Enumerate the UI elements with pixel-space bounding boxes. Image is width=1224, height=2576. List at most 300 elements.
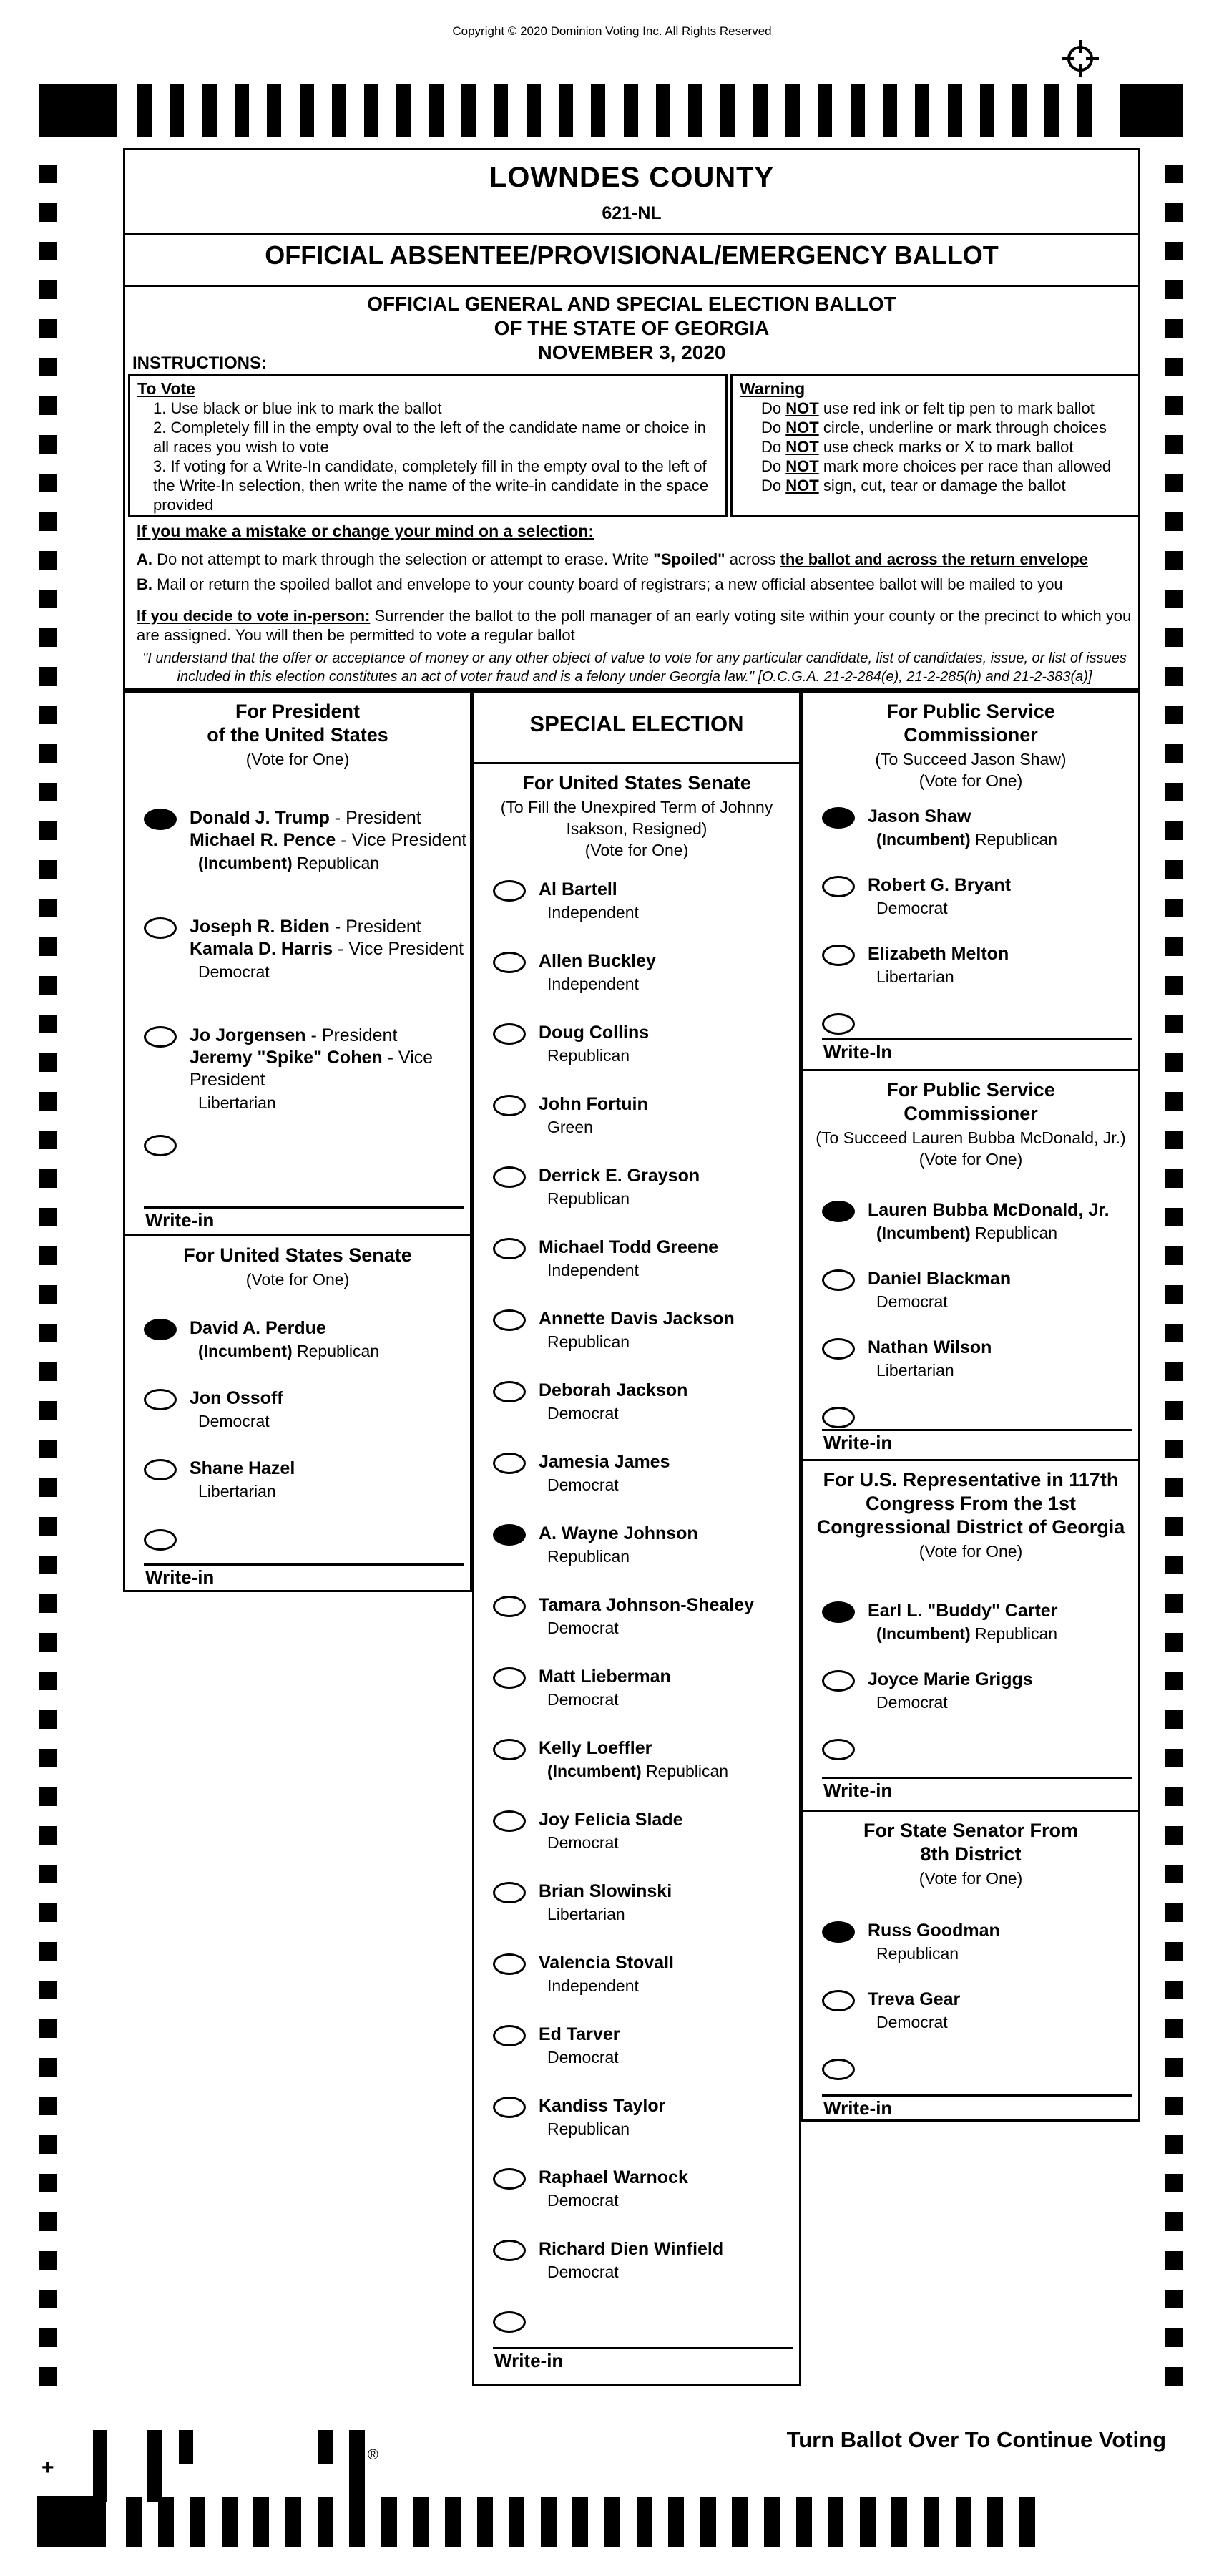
- timing-mark: [39, 1517, 57, 1536]
- write-in-oval[interactable]: [822, 1739, 855, 1760]
- timing-mark: [1165, 937, 1183, 956]
- candidate-name-line: [868, 1199, 1110, 1221]
- ballot-oval[interactable]: [822, 1601, 855, 1623]
- party-name: Libertarian: [547, 1905, 625, 1923]
- candidate-row: [474, 1737, 799, 1809]
- write-in-row: [474, 2310, 799, 2347]
- party-name: Republican: [297, 1342, 380, 1360]
- barcode-mark: [93, 2430, 107, 2502]
- timing-mark: [332, 84, 346, 137]
- ballot-oval[interactable]: [493, 1166, 526, 1188]
- timing-mark: [1165, 1285, 1183, 1304]
- candidate-name: Lauren Bubba McDonald, Jr.: [868, 1200, 1110, 1220]
- timing-mark: [445, 2497, 461, 2547]
- timing-mark: [753, 84, 768, 137]
- timing-mark: [818, 84, 832, 137]
- candidate-text: [539, 1165, 702, 1236]
- candidate-text: [539, 1236, 721, 1308]
- ballot-oval[interactable]: [493, 880, 526, 902]
- party-name: Republican: [876, 1944, 959, 1963]
- timing-mark: [300, 84, 314, 137]
- candidate-role: - President: [329, 808, 421, 828]
- timing-mark: [39, 1903, 57, 1922]
- candidate-name-line: [539, 1022, 649, 1044]
- timing-mark: [1165, 1633, 1183, 1652]
- timing-mark: [924, 2497, 939, 2547]
- timing-mark: [349, 2497, 365, 2547]
- timing-mark: [591, 84, 605, 137]
- timing-mark-block: [1120, 84, 1183, 137]
- warning-item-text: use check marks or X to mark ballot: [818, 438, 1074, 456]
- candidate-name: Kelly Loeffler: [539, 1738, 652, 1758]
- incumbent-label: (Incumbent): [198, 1342, 293, 1360]
- mistake-heading: If you make a mistake or change your mind on a selection:: [137, 522, 594, 540]
- candidate-row: [803, 1268, 1138, 1337]
- candidate-text: [539, 2238, 726, 2310]
- warning-item-text: mark more choices per race than allowed: [818, 457, 1112, 475]
- ballot-oval[interactable]: [822, 1269, 855, 1291]
- registration-crosshair-icon: [1057, 36, 1103, 82]
- candidate-party: [539, 2047, 620, 2067]
- candidate-role: - Vice President: [336, 830, 467, 850]
- timing-mark: [413, 2497, 429, 2547]
- candidate-row: [474, 1308, 799, 1380]
- timing-mark: [39, 1478, 57, 1497]
- candidate-name: Ed Tarver: [539, 2024, 620, 2044]
- warning-item-not: NOT: [785, 477, 819, 494]
- timing-mark: [39, 1787, 57, 1806]
- contest-subtitle: [474, 796, 799, 861]
- contest-title-line: For U.S. Representative in 117th: [823, 1469, 1119, 1491]
- candidate-party: [190, 1093, 467, 1113]
- barcode-mark: [318, 2430, 333, 2464]
- ballot-oval[interactable]: [822, 945, 855, 966]
- contest-subtitle: [803, 1541, 1138, 1562]
- ballot-oval[interactable]: [822, 1670, 855, 1692]
- candidate-role: - President: [305, 1025, 398, 1045]
- timing-mark: [39, 706, 57, 724]
- timing-mark: [764, 2497, 780, 2547]
- timing-mark: [1165, 1208, 1183, 1226]
- party-name: Democrat: [547, 1475, 619, 1494]
- timing-mark: [39, 358, 57, 376]
- candidate-name: Matt Lieberman: [539, 1667, 671, 1687]
- candidate-row: [125, 1458, 470, 1528]
- party-name: Libertarian: [876, 967, 954, 986]
- party-name: Independent: [547, 1261, 639, 1279]
- party-name: Democrat: [547, 2191, 619, 2210]
- ballot-oval[interactable]: [493, 1739, 526, 1760]
- timing-mark: [559, 84, 573, 137]
- candidate-party: [539, 1260, 718, 1280]
- ballot-oval[interactable]: [493, 1309, 526, 1331]
- timing-mark: [1165, 2097, 1183, 2115]
- contest-us_senate: [123, 1236, 472, 1592]
- timing-mark: [1165, 1478, 1183, 1497]
- ballot-oval[interactable]: [822, 1921, 855, 1943]
- contest-psc1: [801, 691, 1140, 1071]
- ballot-oval[interactable]: [144, 809, 177, 830]
- timing-mark: [39, 937, 57, 956]
- to-vote-item: 2. Completely fill in the empty oval to the left of the candidate name or choice in all races you wish to vote: [153, 419, 706, 456]
- write-in-row: [125, 1133, 470, 1206]
- timing-mark: [1165, 435, 1183, 454]
- candidate-text: [868, 943, 1012, 1012]
- warning-item-text: Do: [761, 438, 786, 456]
- candidate-party: [539, 902, 639, 922]
- timing-mark: [494, 84, 508, 137]
- candidate-name: Richard Dien Winfield: [539, 2239, 724, 2259]
- warning-item: [740, 437, 1131, 457]
- candidate-name-line: [868, 1920, 1000, 1942]
- candidate-name-line: [539, 1236, 718, 1259]
- candidate-name-line: [539, 1451, 670, 1473]
- party-name: Democrat: [547, 2263, 619, 2281]
- timing-mark: [785, 84, 800, 137]
- warning-item: [740, 418, 1131, 437]
- timing-mark: [604, 2497, 620, 2547]
- candidate-text: [539, 1022, 652, 1093]
- contest-subtitle-line: Isakson, Resigned): [566, 819, 708, 838]
- ballot-oval[interactable]: [822, 807, 855, 829]
- write-in-row: [803, 1737, 1138, 1777]
- timing-mark: [656, 84, 670, 137]
- timing-mark: [461, 84, 476, 137]
- timing-mark: [1165, 1710, 1183, 1729]
- candidate-party: [868, 829, 1057, 849]
- timing-mark: [39, 2328, 57, 2347]
- timing-mark: [860, 2497, 876, 2547]
- party-name: Democrat: [876, 2013, 948, 2031]
- candidate-name-line: [539, 950, 656, 972]
- party-name: Democrat: [547, 1690, 619, 1709]
- candidate-name-line: [190, 1025, 467, 1047]
- ballot-oval[interactable]: [493, 1023, 526, 1045]
- ballot-oval[interactable]: [493, 1882, 526, 1903]
- timing-mark: [1165, 1092, 1183, 1111]
- timing-mark: [956, 2497, 971, 2547]
- write-in-label: Write-in: [145, 1209, 215, 1231]
- text-segment: If you decide to vote in-person:: [137, 607, 371, 625]
- timing-mark: [39, 2019, 57, 2038]
- candidate-name-line: [539, 2238, 723, 2260]
- timing-mark: [39, 1942, 57, 1961]
- candidate-row: [474, 1022, 799, 1093]
- party-name: Republican: [975, 1624, 1058, 1643]
- timing-mark: [1165, 165, 1183, 183]
- ballot-oval[interactable]: [822, 1338, 855, 1360]
- candidate-party: [539, 1761, 728, 1781]
- write-in-row: [125, 1528, 470, 1563]
- candidate-row: [803, 1337, 1138, 1405]
- ballot-oval[interactable]: [493, 1238, 526, 1259]
- candidate-name-line: [539, 2024, 620, 2046]
- contest-title-line: Congressional District of Georgia: [816, 1516, 1125, 1538]
- party-name: Democrat: [876, 1292, 948, 1311]
- contest-subtitle-line: (To Fill the Unexpired Term of Johnny: [500, 798, 773, 816]
- warning-item-text: Do: [761, 399, 786, 417]
- ballot-oval[interactable]: [493, 1810, 526, 1832]
- candidate-row: [803, 1989, 1138, 2057]
- warning-box: [730, 374, 1140, 517]
- candidates-list: [125, 1317, 470, 1589]
- candidate-row: [474, 1165, 799, 1236]
- ballot-oval[interactable]: [493, 1953, 526, 1975]
- election-title-line: NOVEMBER 3, 2020: [537, 341, 726, 364]
- candidate-party: [539, 1689, 671, 1709]
- timing-mark: [39, 1053, 57, 1072]
- ballot-oval[interactable]: [144, 917, 177, 939]
- timing-mark: [39, 1749, 57, 1767]
- candidate-name-line: [539, 1737, 728, 1760]
- contest-subtitle: [803, 1868, 1138, 1889]
- candidate-text: [539, 1880, 675, 1952]
- candidate-text: [868, 874, 1014, 943]
- candidate-party: [539, 1475, 670, 1495]
- warning-item-not: NOT: [785, 399, 819, 417]
- ballot-style-code: 621-NL: [602, 203, 662, 223]
- timing-mark: [1165, 2019, 1183, 2038]
- ballot-oval[interactable]: [493, 1524, 526, 1546]
- candidate-name-line: [868, 1600, 1057, 1622]
- timing-mark: [1165, 976, 1183, 995]
- timing-mark: [39, 242, 57, 260]
- timing-mark: [39, 2135, 57, 2154]
- candidate-party: [868, 1360, 992, 1380]
- candidate-text: [539, 1737, 731, 1809]
- write-in-row: [803, 2057, 1138, 2094]
- ballot-oval[interactable]: [493, 2168, 526, 2190]
- warning-item-text: Do: [761, 477, 786, 494]
- timing-mark: [1165, 2058, 1183, 2077]
- candidate-name: Al Bartell: [539, 879, 617, 899]
- warning-items: [740, 399, 1131, 495]
- timing-mark: [1044, 84, 1059, 137]
- timing-mark: [1165, 1440, 1183, 1458]
- write-in-row: [803, 1405, 1138, 1429]
- candidates-list: [474, 879, 799, 2372]
- timing-mark: [381, 2497, 397, 2547]
- write-in-oval[interactable]: [493, 2311, 526, 2333]
- ballot-oval[interactable]: [493, 2240, 526, 2261]
- candidate-row: [474, 1093, 799, 1165]
- text-segment: Mail or return the spoiled ballot and envelope to your county board of registrars; a new official absentee ballot will be mailed to you: [152, 575, 1063, 593]
- timing-mark: [190, 2497, 205, 2547]
- write-in-oval[interactable]: [822, 1013, 855, 1035]
- candidate-row: [803, 1199, 1138, 1268]
- candidate-text: [868, 1337, 994, 1405]
- candidate-name: Michael Todd Greene: [539, 1237, 718, 1257]
- candidate-name-line: [539, 1523, 698, 1545]
- candidate-party: [539, 2190, 688, 2210]
- timing-mark: [527, 84, 541, 137]
- write-in-oval[interactable]: [822, 1407, 855, 1428]
- timing-mark: [202, 84, 217, 137]
- contest-title-line: For Public Service: [886, 1079, 1055, 1101]
- timing-mark: [624, 84, 638, 137]
- candidate-name-line: [190, 807, 466, 829]
- ballot-oval[interactable]: [822, 876, 855, 897]
- candidate-name-line: [539, 2095, 665, 2117]
- candidate-name: John Fortuin: [539, 1094, 648, 1114]
- election-title-line: OFFICIAL GENERAL AND SPECIAL ELECTION BALLOT: [367, 293, 896, 315]
- timing-mark: [1165, 1826, 1183, 1845]
- election-title: [125, 292, 1138, 365]
- timing-mark: [1165, 2212, 1183, 2231]
- warning-title: Warning: [740, 379, 806, 398]
- candidate-name-line: [868, 1989, 960, 2011]
- timing-mark: [851, 84, 865, 137]
- text-segment: across: [725, 550, 780, 568]
- timing-mark: [39, 1324, 57, 1342]
- candidate-text: [868, 1920, 1003, 1989]
- ballot-oval[interactable]: [822, 1201, 855, 1222]
- contest-special: [472, 691, 801, 2386]
- candidate-text: [868, 1268, 1014, 1337]
- write-in-oval[interactable]: [144, 1529, 177, 1551]
- ballot-oval[interactable]: [493, 1095, 526, 1116]
- candidate-name: Brian Slowinski: [539, 1881, 672, 1901]
- ballot-oval[interactable]: [144, 1319, 177, 1340]
- warning-item-not: NOT: [785, 419, 819, 436]
- ballot-oval[interactable]: [144, 1389, 177, 1410]
- ballot-oval[interactable]: [493, 2025, 526, 2046]
- candidate-row: [474, 1880, 799, 1952]
- timing-mark: [668, 2497, 684, 2547]
- ballot-oval[interactable]: [493, 1596, 526, 1617]
- candidate-party: [868, 1943, 1000, 1963]
- ballot-oval[interactable]: [144, 1459, 177, 1480]
- timing-mark: [1165, 203, 1183, 222]
- contest-title: [474, 771, 799, 795]
- timing-mark: [948, 84, 962, 137]
- write-in-oval[interactable]: [144, 1135, 177, 1156]
- timing-mark: [1165, 667, 1183, 686]
- warning-item-text: circle, underline or mark through choices: [818, 419, 1107, 436]
- candidate-name: Daniel Blackman: [868, 1269, 1012, 1289]
- candidate-name: Doug Collins: [539, 1023, 650, 1043]
- contest-title: [125, 700, 470, 747]
- timing-mark: [1165, 1324, 1183, 1342]
- timing-mark: [39, 2097, 57, 2115]
- candidate-party: [539, 1976, 674, 1996]
- contest-subtitle-line: (Vote for One): [919, 1869, 1023, 1888]
- ballot-oval[interactable]: [493, 952, 526, 973]
- timing-mark: [39, 1362, 57, 1381]
- candidate-party: [539, 1904, 672, 1924]
- candidates-list: [125, 807, 470, 1231]
- candidate-party: [190, 853, 466, 873]
- timing-mark: [1165, 512, 1183, 531]
- write-in-oval[interactable]: [822, 2059, 855, 2080]
- candidate-text: [539, 1952, 677, 2024]
- candidate-name: Shane Hazel: [190, 1458, 295, 1478]
- candidate-row: [474, 1666, 799, 1737]
- party-name: Independent: [547, 1976, 639, 1995]
- ballot-oval[interactable]: [493, 1381, 526, 1402]
- candidate-name: Kamala D. Harris: [190, 939, 333, 959]
- contest-title-line: Congress From the 1st: [865, 1493, 1077, 1514]
- candidate-party: [190, 1411, 283, 1431]
- contest-subtitle: [125, 1269, 470, 1290]
- to-vote-title: To Vote: [137, 379, 195, 398]
- candidate-name-line: [539, 1308, 735, 1330]
- ballot-title: OFFICIAL ABSENTEE/PROVISIONAL/EMERGENCY BALLOT: [265, 240, 999, 270]
- ballot-oval[interactable]: [493, 1667, 526, 1689]
- warning-item-text: sign, cut, tear or damage the ballot: [818, 477, 1066, 494]
- candidate-name: Russ Goodman: [868, 1921, 1000, 1941]
- instructions-label: INSTRUCTIONS:: [132, 353, 267, 373]
- party-name: Republican: [646, 1762, 729, 1780]
- timing-mark: [429, 84, 444, 137]
- ballot-oval[interactable]: [822, 1990, 855, 2011]
- contest-title-line: 8th District: [920, 1843, 1022, 1865]
- warning-item-not: NOT: [785, 457, 819, 475]
- candidate-name: Robert G. Bryant: [868, 875, 1012, 895]
- candidate-name: Raphael Warnock: [539, 2167, 688, 2187]
- party-name: Republican: [547, 1332, 630, 1351]
- timing-mark: [637, 2497, 652, 2547]
- timing-mark: [39, 396, 57, 415]
- candidate-party: [539, 1403, 687, 1423]
- candidate-text: [190, 807, 469, 916]
- candidate-text: [868, 806, 1060, 874]
- timing-mark: [1077, 84, 1092, 137]
- contest-psc2: [801, 1071, 1140, 1461]
- candidate-name: Joseph R. Biden: [190, 917, 330, 937]
- ballot-oval[interactable]: [493, 1453, 526, 1474]
- contest-title-line: For President: [235, 701, 361, 722]
- timing-mark: [267, 84, 281, 137]
- candidate-text: [868, 1600, 1060, 1669]
- timing-mark: [1165, 474, 1183, 492]
- timing-mark: [170, 84, 184, 137]
- timing-mark: [1165, 2251, 1183, 2270]
- party-name: Republican: [547, 2119, 630, 2138]
- timing-mark: [39, 667, 57, 686]
- candidate-party: [868, 898, 1011, 918]
- timing-mark: [1165, 1517, 1183, 1536]
- party-name: Libertarian: [876, 1361, 954, 1380]
- candidate-party: [539, 1117, 648, 1137]
- candidate-name-line: [868, 943, 1009, 965]
- candidate-party: [539, 1332, 735, 1352]
- warning-item-text: use red ink or felt tip pen to mark ballot: [818, 399, 1095, 417]
- timing-mark: [39, 435, 57, 454]
- timing-mark: [39, 2290, 57, 2308]
- candidate-name: Michael R. Pence: [190, 830, 336, 850]
- candidate-name-line: [868, 1337, 992, 1359]
- candidate-row: [125, 1025, 470, 1133]
- contest-subtitle-line: (Vote for One): [245, 750, 350, 769]
- timing-mark: [688, 84, 702, 137]
- candidate-text: [868, 1989, 963, 2057]
- ballot-oval[interactable]: [493, 2097, 526, 2118]
- barcode-mark: [147, 2430, 162, 2502]
- timing-mark: [39, 1981, 57, 1999]
- candidate-name: Donald J. Trump: [190, 808, 330, 828]
- candidate-name-line: [539, 2167, 688, 2189]
- timing-mark: [1165, 1401, 1183, 1420]
- party-name: Democrat: [876, 1693, 948, 1712]
- candidate-row: [803, 806, 1138, 874]
- timing-mark: [541, 2497, 557, 2547]
- party-name: Republican: [547, 1046, 630, 1065]
- timing-mark: [477, 2497, 493, 2547]
- candidate-text: [539, 2024, 622, 2095]
- ballot-oval[interactable]: [144, 1026, 177, 1048]
- timing-mark: [1165, 2135, 1183, 2154]
